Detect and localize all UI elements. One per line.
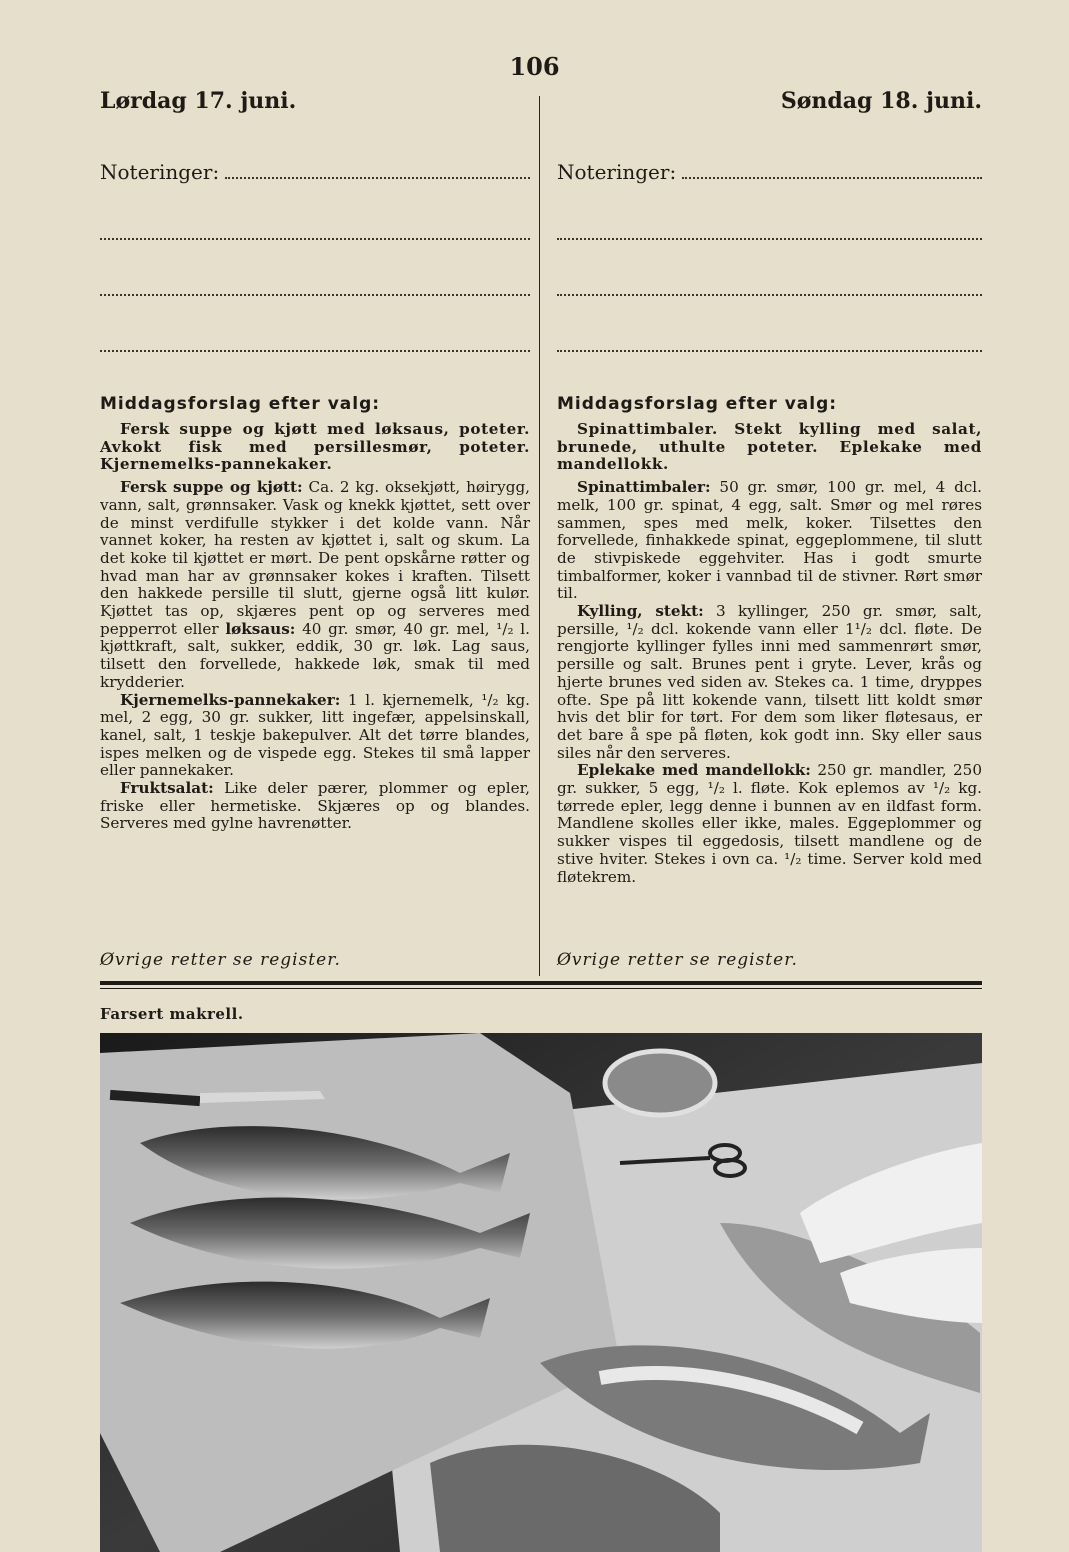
dinner-suggestions-heading: Middagsforslag efter valg: [557, 394, 838, 414]
recipe-text [557, 421, 982, 886]
day-heading-sunday: Søndag 18. juni. [780, 88, 982, 114]
recipe-title: Fruktsalat: [120, 779, 214, 798]
mackerel-photo [100, 1033, 982, 1552]
notes-dotline [557, 348, 982, 352]
page-number: 106 [509, 52, 560, 81]
recipe-paragraph [100, 479, 530, 691]
recipe-title: Kylling, stekt: [577, 602, 704, 621]
recipe-body: Ca. 2 kg. oksekjøtt, høirygg, vann, salt, grønnsaker. Vask og knekk kjøttet, sett over de minst verdifulle stykker i det kolde vann. Når vannet koker, ha resten av kjøttet i, salt og skum. La det koke til kjøttet er mørt. De pent opskårne røtter og hvad man har av grønnsaker kokes i kraften. Tilsett den hakkede persille til slutt, gjerne også litt kulør. Kjøttet tas op, skjæres pent op og serveres med pepperrot eller [100, 478, 530, 638]
recipe-title: løksaus: [225, 619, 296, 638]
left-column [100, 88, 530, 833]
notes-dotline [557, 236, 982, 240]
photo-caption: Farsert makrell. [100, 1005, 244, 1023]
notes-dotline [100, 292, 530, 296]
menu-summary: Spinattimbaler. Stekt kylling med salat, brunede, uthulte poteter. Eplekake med mandellokk. [557, 420, 982, 474]
recipe-title: Spinattimbaler: [577, 478, 711, 497]
notes-label-text: Noteringer: [100, 160, 220, 184]
register-note: Øvrige retter se register. [100, 950, 341, 970]
recipe-paragraph [557, 603, 982, 762]
notes-dotline [100, 236, 530, 240]
day-heading-saturday: Lørdag 17. juni. [100, 88, 297, 114]
recipe-body: Like deler pærer, plommer og epler, friske eller hermetiske. Skjæres op og blandes. Serveres med gylne havrenøtter. [100, 779, 530, 833]
right-column [557, 88, 982, 886]
notes-dotline [100, 348, 530, 352]
recipe-title: Fersk suppe og kjøtt: [120, 478, 303, 497]
section-rule [100, 988, 982, 989]
recipe-paragraph [100, 692, 530, 781]
recipe-body: 250 gr. mandler, 250 gr. sukker, 5 egg, ¹/₂ l. fløte. Kok eplemos av ¹/₂ kg. tørrede epler, legg denne i bunnen av en ildfast form. Mandlene skolles eller ikke, males. Eggeplommer og sukker vispes til eggedosis, tilsett mandlene og de stive hviter. Stekes i ovn ca. ¹/₂ time. Server kold med fløtekrem. [557, 761, 982, 886]
notes-label [100, 160, 530, 184]
recipe-paragraph [100, 780, 530, 833]
recipe-text [100, 421, 530, 833]
section-rule [100, 981, 982, 985]
column-divider [539, 96, 540, 976]
recipe-body: 3 kyllinger, 250 gr. smør, salt, persille, ¹/₂ dcl. kokende vann eller 1¹/₂ dcl. fløte. De rengjorte kyllinger fylles inni med sammenrørt smør, persille og salt. Brunes pent i gryte. Lever, krås og hjerte brunes ved siden av. Stekes ca. 1 time, dryppes ofte. Spe på litt kokende vann, tilsett litt koldt smør hvis det blir for tørt. For dem som liker fløtesaus, er det bare å spe på fløten, kok godt inn. Sky eller saus siles når den serveres. [557, 602, 982, 762]
recipe-title: Eplekake med mandellokk: [577, 761, 811, 780]
notes-dotline [682, 163, 982, 179]
dinner-suggestions-heading: Middagsforslag efter valg: [100, 394, 381, 414]
register-note: Øvrige retter se register. [557, 950, 798, 970]
recipe-body: 40 gr. smør, 40 gr. mel, ¹/₂ l. kjøttkraft, salt, sukker, eddik, 30 gr. løk. Lag saus, tilsett den forvellede, hakkede løk, smak til med krydderier. [100, 619, 530, 691]
notes-dotline [557, 292, 982, 296]
notes-label-text: Noteringer: [557, 160, 677, 184]
recipe-paragraph [557, 479, 982, 603]
recipe-body: 1 l. kjernemelk, ¹/₂ kg. mel, 2 egg, 30 gr. sukker, litt ingefær, appelsinskall, kanel, salt, 1 teskje bakepulver. Alt det tørre blandes, ispes melken og de vispede egg. Stekes til små lapper eller pannekaker. [100, 690, 530, 780]
menu-summary: Fersk suppe og kjøtt med løksaus, poteter. Avkokt fisk med persillesmør, poteter. Kjernemelks-pannekaker. [100, 420, 530, 474]
recipe-title: Kjernemelks-pannekaker: [120, 690, 341, 709]
recipe-paragraph [557, 762, 982, 886]
notes-label [557, 160, 982, 184]
recipe-body: 50 gr. smør, 100 gr. mel, 4 dcl. melk, 100 gr. spinat, 4 egg, salt. Smør og mel røres sammen, spes med melk, koker. Tilsettes den forvellede, finhakkede spinat, eggeplommene, til slutt de stivpiskede eggehviter. Has i godt smurte timbalformer, koker i vannbad til de stivner. Rørt smør til. [557, 478, 982, 603]
notes-dotline [225, 163, 530, 179]
